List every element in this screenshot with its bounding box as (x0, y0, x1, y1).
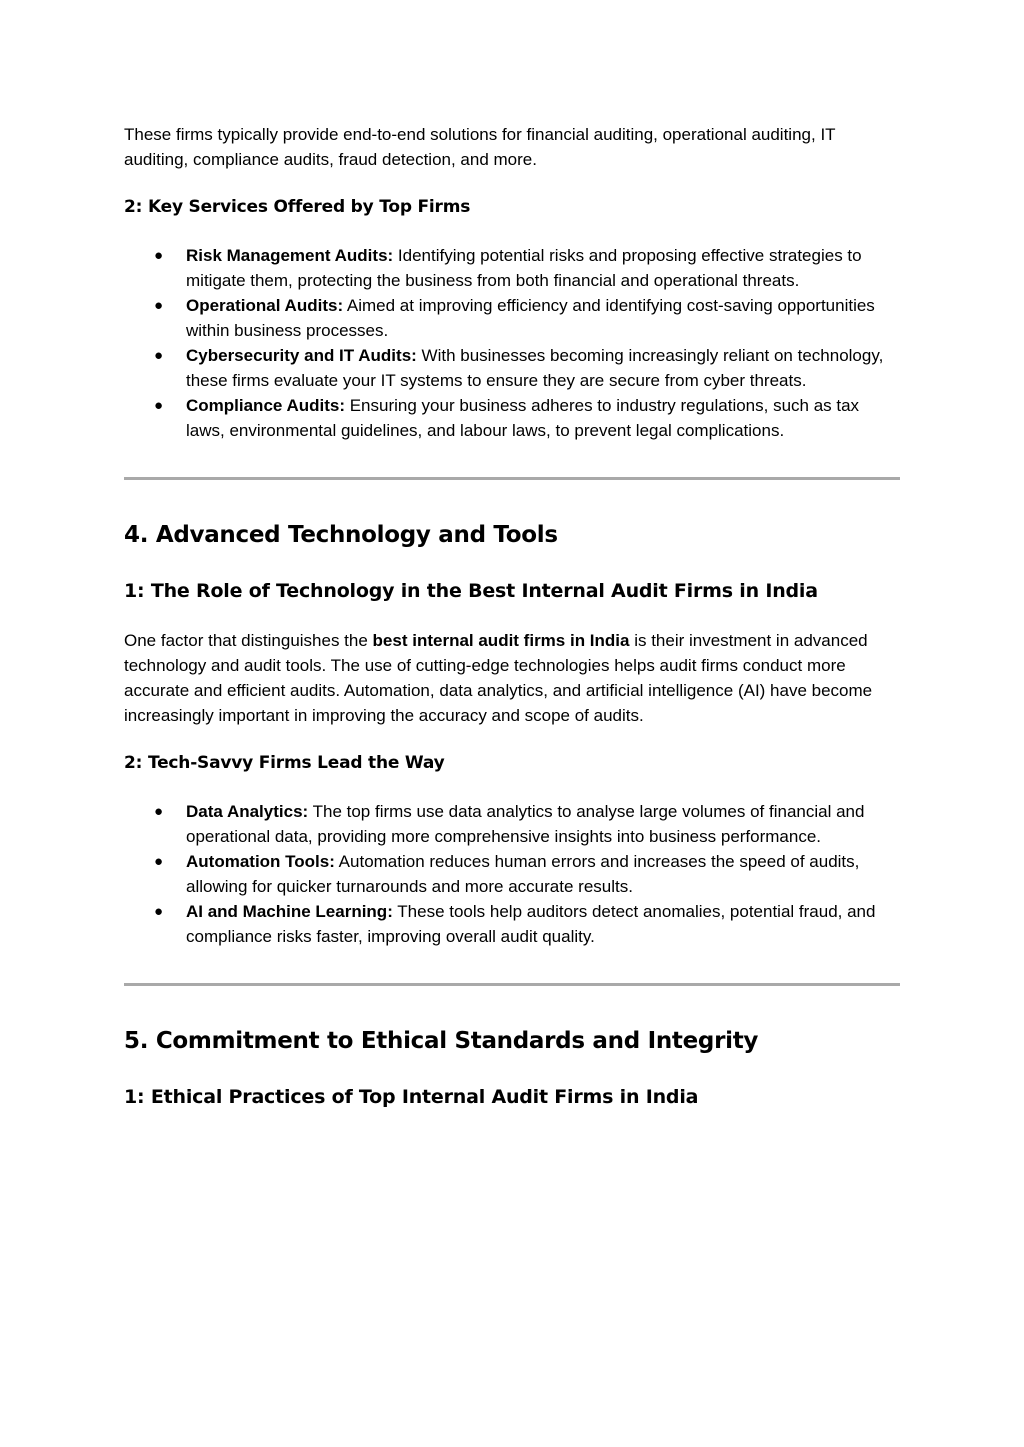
bullet-icon: ● (154, 397, 164, 414)
list-item (124, 849, 900, 899)
technology-role-heading: 1: The Role of Technology in the Best Internal Audit Firms in India (124, 580, 818, 602)
key-services-list (124, 243, 900, 443)
paragraph-text: is their investment in advanced technology and audit tools. The use of cutting-edge technologies helps audit firms conduct more accurate and efficient audits. Automation, data analytics, and artificial intelligence (AI) have become increasingly important in improving the accuracy and scope of audits. (124, 631, 873, 725)
list-item-label: AI and Machine Learning: (186, 902, 393, 921)
list-item (124, 343, 900, 393)
bullet-icon: ● (154, 853, 164, 870)
list-item-label: Cybersecurity and IT Audits: (186, 346, 417, 365)
ethical-practices-heading: 1: Ethical Practices of Top Internal Audit Firms in India (124, 1086, 699, 1108)
list-item (124, 899, 900, 949)
section-5-title: 5. Commitment to Ethical Standards and Integrity (124, 1028, 759, 1054)
paragraph-text: One factor that distinguishes the (124, 631, 373, 650)
bullet-icon: ● (154, 297, 164, 314)
list-item (124, 799, 900, 849)
paragraph-bold-text: best internal audit firms in India (372, 631, 630, 650)
list-item-text: Automation reduces human errors and increases the speed of audits, allowing for quicker turnarounds and more accurate results. (186, 852, 860, 896)
list-item-text: With businesses becoming increasingly reliant on technology, these firms evaluate your IT systems to ensure they are secure from cyber threats. (186, 346, 884, 390)
list-item-text: The top firms use data analytics to analyse large volumes of financial and operational data, providing more comprehensive insights into business performance. (186, 802, 865, 846)
list-item (124, 243, 900, 293)
list-item (124, 393, 900, 443)
list-item (124, 293, 900, 343)
list-item-text: Identifying potential risks and proposing effective strategies to mitigate them, protecting the business from both financial and operational threats. (186, 246, 862, 290)
bullet-icon: ● (154, 247, 164, 264)
tech-savvy-list (124, 799, 900, 949)
list-item-label: Data Analytics: (186, 802, 309, 821)
list-item-text: These tools help auditors detect anomalies, potential fraud, and compliance risks faster, improving overall audit quality. (186, 902, 876, 946)
bullet-icon: ● (154, 903, 164, 920)
technology-role-paragraph (124, 628, 900, 728)
tech-savvy-heading: 2: Tech-Savvy Firms Lead the Way (124, 753, 445, 773)
bullet-icon: ● (154, 347, 164, 364)
intro-paragraph: These firms typically provide end-to-end solutions for financial auditing, operational auditing, IT auditing, compliance audits, fraud detection, and more. (124, 125, 836, 169)
list-item-text: Aimed at improving efficiency and identifying cost-saving opportunities within business processes. (186, 296, 875, 340)
list-item-label: Operational Audits: (186, 296, 344, 315)
list-item-label: Automation Tools: (186, 852, 335, 871)
bullet-icon: ● (154, 803, 164, 820)
section-4-title: 4. Advanced Technology and Tools (124, 522, 558, 548)
list-item-label: Compliance Audits: (186, 396, 345, 415)
key-services-heading: 2: Key Services Offered by Top Firms (124, 197, 471, 217)
document-page (124, 122, 900, 1110)
list-item-text: Ensuring your business adheres to industry regulations, such as tax laws, environmental guidelines, and labour laws, to prevent legal complications. (186, 396, 860, 440)
list-item-label: Risk Management Audits: (186, 246, 394, 265)
